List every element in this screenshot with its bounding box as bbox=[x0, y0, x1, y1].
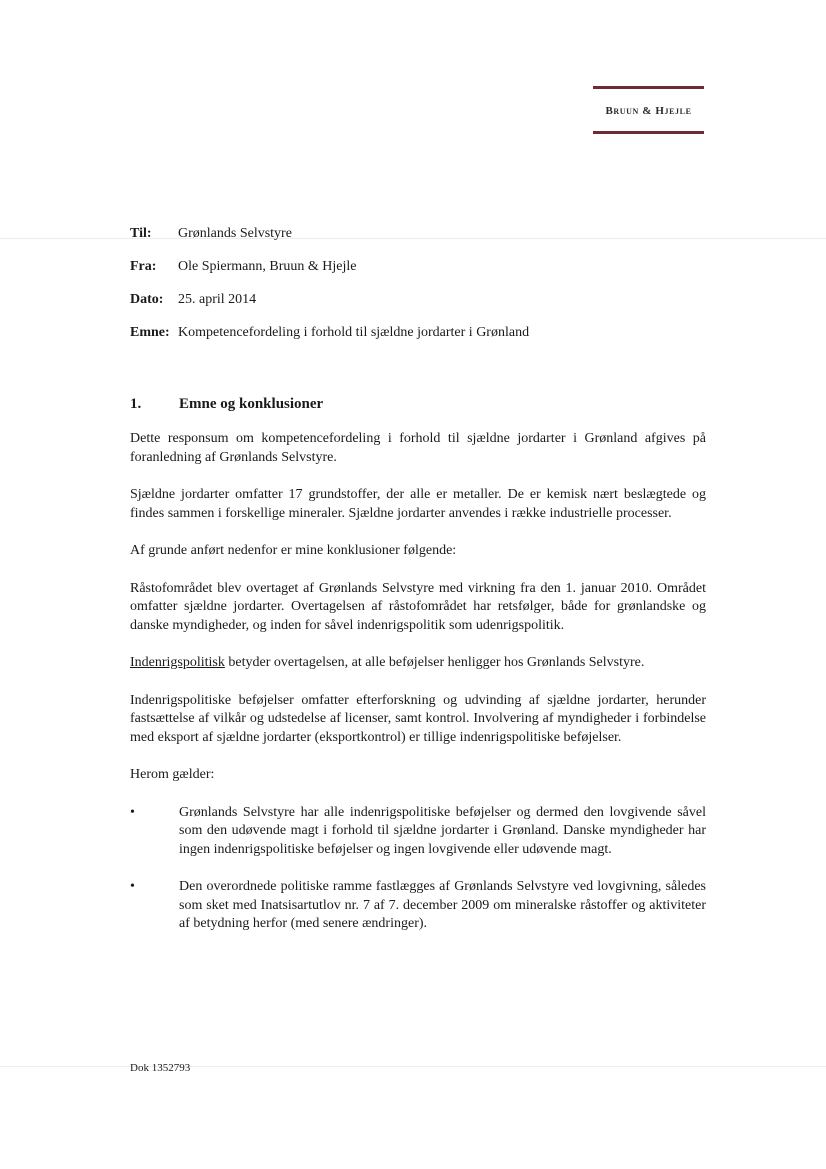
subject-value: Kompetencefordeling i forhold til sjældne jordarter i Grønland bbox=[178, 325, 530, 340]
memo-header bbox=[130, 225, 730, 357]
section-number: 1. bbox=[130, 396, 142, 412]
logo-bar-bottom bbox=[593, 131, 704, 134]
list-item-text: Grønlands Selvstyre har alle indenrigspolitiske beføjelser og dermed den lovgivende såvel som den udøvende magt i forhold til sjældne jordarter i Grønland. Danske myndigheder har ingen indenrigspolitiske beføjelser og ingen lovgivende eller udøvende magt. bbox=[179, 804, 706, 857]
subject-row bbox=[130, 324, 730, 357]
from-row bbox=[130, 258, 730, 291]
from-value: Ole Spiermann, Bruun & Hjejle bbox=[178, 259, 357, 274]
paragraph-text: betyder overtagelsen, at alle beføjelser henligger hos Grønlands Selvstyre. bbox=[224, 655, 645, 670]
logo-bar-top bbox=[593, 86, 704, 89]
to-label: Til: bbox=[130, 226, 152, 241]
section-heading bbox=[130, 396, 323, 413]
paragraph: Dette responsum om kompetencefordeling i forhold til sjældne jordarter i Grønland afgives på foranledning af Grønlands Selvstyre. bbox=[130, 431, 706, 465]
date-row bbox=[130, 291, 730, 324]
from-label: Fra: bbox=[130, 259, 157, 274]
to-value: Grønlands Selvstyre bbox=[178, 226, 292, 241]
bullet-icon: • bbox=[130, 804, 135, 820]
document-reference: Dok 1352793 bbox=[130, 1062, 191, 1074]
paragraph: Sjældne jordarter omfatter 17 grundstoffer, der alle er metaller. De er kemisk nært beslægtede og findes sammen i forskellige mineraler. Sjældne jordarter anvendes i række industrielle processer. bbox=[130, 487, 706, 521]
scan-line bbox=[0, 1066, 826, 1067]
document-body bbox=[130, 430, 706, 953]
bullet-icon: • bbox=[130, 879, 135, 894]
list-item bbox=[130, 804, 706, 860]
paragraph: Herom gælder: bbox=[130, 767, 215, 782]
date-value: 25. april 2014 bbox=[178, 292, 257, 307]
list-item bbox=[130, 878, 706, 934]
paragraph: Råstofområdet blev overtaget af Grønlands Selvstyre med virkning fra den 1. januar 2010. Området omfatter sjældne jordarter. Overtagelsen af råstofområdet har retsfølger, både for grønlandske og danske myndigheder, og inden for såvel indenrigspolitik som udenrigspolitik. bbox=[130, 580, 706, 633]
paragraph: Af grunde anført nedenfor er mine konklusioner følgende: bbox=[130, 543, 457, 558]
subject-label: Emne: bbox=[130, 325, 170, 340]
company-logo bbox=[593, 86, 704, 134]
date-label: Dato: bbox=[130, 292, 164, 307]
underlined-term: Indenrigspolitisk bbox=[130, 655, 225, 670]
paragraph bbox=[130, 654, 706, 673]
logo-text: Bruun & Hjejle bbox=[605, 105, 692, 117]
section-title: Emne og konklusioner bbox=[179, 396, 324, 412]
paragraph: Indenrigspolitiske beføjelser omfatter efterforskning og udvinding af sjældne jordarter, herunder fastsættelse af vilkår og udstedelse af licenser, samt kontrol. Involvering af myndigheder i forbindelse med eksport af sjældne jordarter (eksportkontrol) er tillige indenrigspolitiske beføjelser. bbox=[130, 692, 706, 745]
list-item-text: Den overordnede politiske ramme fastlægges af Grønlands Selvstyre ved lovgivning, således som sket med Inatsisartutlov nr. 7 af 7. december 2009 om mineralske råstoffer og aktiviteter af betydning herfor (med senere ændringer). bbox=[179, 879, 706, 931]
to-row bbox=[130, 225, 730, 258]
